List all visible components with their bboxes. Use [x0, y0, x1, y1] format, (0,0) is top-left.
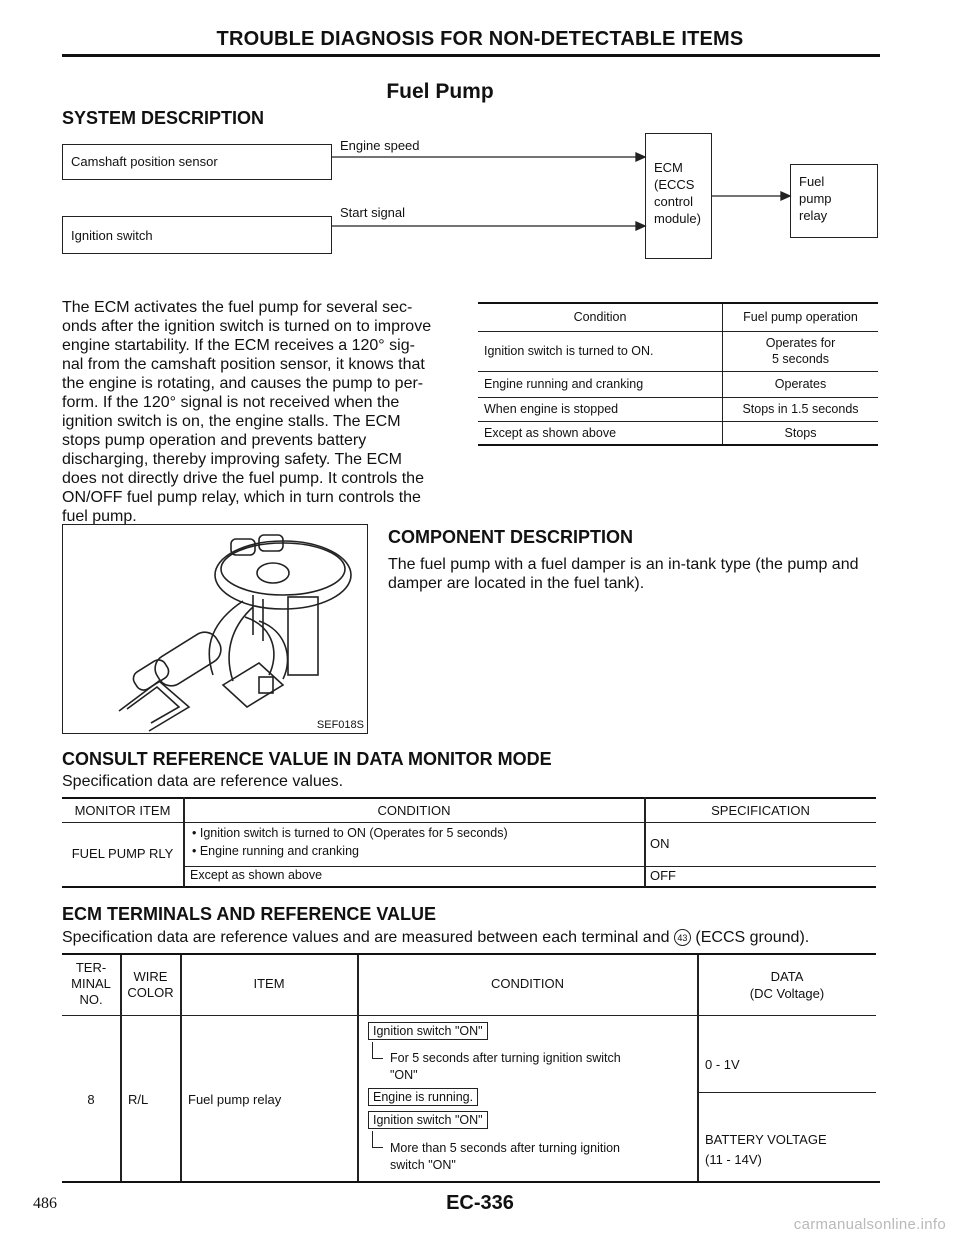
consult-subtitle: Specification data are reference values. [62, 773, 344, 790]
ecm-header-item: ITEM [253, 976, 285, 991]
ecm-data-2: BATTERY VOLTAGE (11 - 14V) [705, 1132, 827, 1167]
table-header-condition: Condition [573, 310, 627, 325]
watermark: carmanualsonline.info [793, 1216, 946, 1233]
ecm-header-data: DATA (DC Voltage) [749, 969, 825, 1001]
ecm-wire-color: R/L [128, 1092, 149, 1107]
table-row: Ignition switch is turned to ON. Operates for 5 seconds [478, 331, 878, 371]
footer-rule [62, 1181, 880, 1183]
consult-condition-a2: • Engine running and cranking [192, 844, 359, 858]
consult-monitor-item: FUEL PUMP RLY [71, 846, 174, 861]
fuel-pump-relay-box: Fuel pump relay [790, 164, 878, 238]
fuel-pump-operation-table [478, 302, 878, 446]
consult-header-monitor-item: MONITOR ITEM [74, 803, 171, 818]
condition-2-text: More than 5 seconds after turning ignition switch "ON" [390, 1141, 620, 1172]
condition-box-ignition-on-2: Ignition switch "ON" [368, 1111, 488, 1129]
condition-box-ignition-on: Ignition switch "ON" [368, 1022, 488, 1040]
figure-code: SEF018S [316, 719, 364, 731]
table-header-operation: Fuel pump operation [723, 303, 879, 331]
ignition-switch-box: Ignition switch [62, 216, 332, 254]
consult-condition-b: Except as shown above [190, 868, 323, 882]
component-description-title: COMPONENT DESCRIPTION [388, 527, 634, 547]
camshaft-sensor-box: Camshaft position sensor [62, 144, 332, 180]
consult-header-specification: SPECIFICATION [711, 803, 810, 818]
consult-condition-a1: • Ignition switch is turned to ON (Operates for 5 seconds) [192, 826, 508, 840]
component-description-text: The fuel pump with a fuel damper is an in-tank type (the pump and damper are located in the fuel tank). [388, 556, 859, 592]
ecm-header-condition: CONDITION [491, 976, 564, 991]
page-header-title: TROUBLE DIAGNOSIS FOR NON-DETECTABLE ITEMS [216, 28, 744, 50]
system-description-title: SYSTEM DESCRIPTION [62, 108, 265, 128]
diagram-arrows [0, 0, 960, 300]
ecm-header-wire-color: WIRE COLOR [127, 969, 174, 1000]
system-description-paragraph: The ECM activates the fuel pump for several sec- onds after the ignition switch is turned on to improve engine startability. If the ECM receives a 120° sig- nal from the camshaft position sensor, it knows that the engine is rotating, and causes the pump to per- form. If the 120° signal is not received when the ignition switch is on, the engine stalls. The ECM stops pump operation and prevents battery discharging, thereby improving safety. The ECM does not directly drive the fuel pump. It controls the ON/OFF fuel pump relay, which in turn controls the fuel pump. [62, 299, 432, 525]
ground-terminal-icon: 43 [674, 929, 691, 946]
ecm-data-1: 0 - 1V [705, 1057, 740, 1072]
engine-speed-label: Engine speed [340, 138, 420, 153]
consult-header-condition: CONDITION [377, 803, 451, 818]
table-row: When engine is stopped Stops in 1.5 seconds [478, 397, 878, 421]
ecm-box: ECM (ECCS control module) [645, 133, 712, 259]
ecm-terminals-subtitle: Specification data are reference values and are measured between each terminal and 43 (ECCS ground). [62, 929, 810, 946]
start-signal-label: Start signal [340, 205, 406, 220]
section-page-code: EC-336 [446, 1192, 514, 1214]
condition-1-text: For 5 seconds after turning ignition switch "ON" [390, 1051, 621, 1082]
ecm-header-terminal: TER- MINAL NO. [71, 960, 111, 1007]
fuel-pump-illustration [63, 525, 366, 732]
condition-branch-icon [372, 1042, 383, 1059]
ecm-terminal-number: 8 [87, 1092, 95, 1107]
table-row: Engine running and cranking Operates [478, 371, 878, 397]
condition-branch-icon [372, 1131, 383, 1148]
condition-box-engine-running: Engine is running. [368, 1088, 478, 1106]
consult-spec-off: OFF [650, 868, 676, 883]
ecm-item: Fuel pump relay [188, 1092, 282, 1107]
consult-title: CONSULT REFERENCE VALUE IN DATA MONITOR MODE [62, 749, 552, 769]
page-heading: Fuel Pump [386, 80, 494, 103]
fuel-pump-figure [62, 524, 368, 734]
consult-spec-on: ON [650, 836, 670, 851]
table-row: Except as shown above Stops [478, 421, 878, 445]
page-number: 486 [33, 1195, 57, 1212]
ecm-terminals-title: ECM TERMINALS AND REFERENCE VALUE [62, 904, 437, 924]
